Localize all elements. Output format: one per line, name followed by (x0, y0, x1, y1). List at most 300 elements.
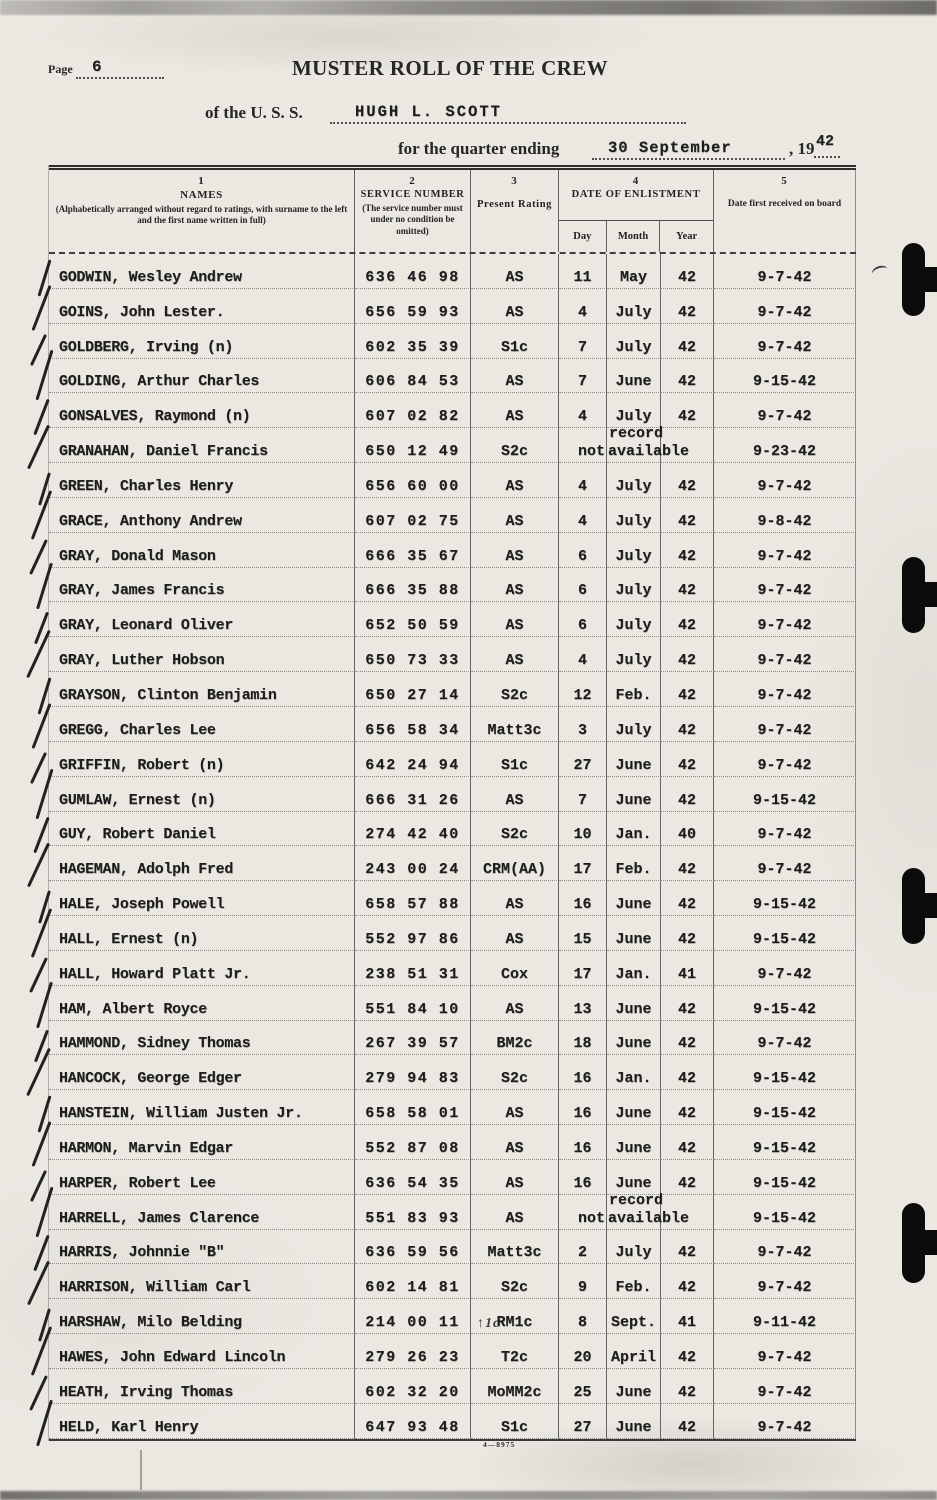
present-rating: AS (505, 1000, 524, 1018)
enlistment-year-cell (661, 1125, 714, 1160)
crew-name: GRIFFIN, Robert (n) (59, 756, 225, 774)
enlistment-month: June (615, 756, 652, 774)
col5-number: 5 (781, 175, 788, 187)
date-received: 9-23-42 (752, 443, 816, 461)
enlistment-day-cell (559, 1125, 607, 1160)
date-received: 9-15-42 (752, 1209, 816, 1227)
enlistment-year-cell (661, 742, 714, 777)
checkmark-slash (27, 425, 50, 470)
enlistment-month: June (615, 1000, 652, 1018)
binder-punch-mark (902, 243, 925, 316)
enlistment-day-cell (559, 428, 607, 463)
enlistment-month-cell (607, 881, 661, 916)
enlistment-day-cell (559, 1334, 607, 1369)
enlistment-day-cell (559, 324, 607, 359)
service-number: 607 02 75 (365, 512, 460, 530)
service-number: 650 12 49 (365, 443, 460, 461)
crew-name: HARRIS, Johnnie "B" (59, 1244, 225, 1262)
present-rating: AS (505, 1174, 524, 1192)
table-header (49, 165, 856, 254)
enlistment-year-cell (661, 1299, 714, 1334)
service-number: 274 42 40 (365, 826, 460, 844)
enlistment-year-cell (661, 1404, 714, 1439)
service-number-cell (355, 1125, 471, 1160)
crew-name-cell (49, 881, 355, 916)
enlistment-month: Jan. (615, 826, 652, 844)
service-number: 636 59 56 (365, 1244, 460, 1262)
enlistment-month-cell (607, 425, 690, 463)
date-received-cell (714, 463, 856, 498)
binder-punch-mark (902, 557, 925, 633)
enlistment-month-cell (607, 812, 661, 847)
date-received: 9-11-42 (752, 1314, 816, 1332)
crew-name: GRAY, Leonard Oliver (59, 617, 234, 635)
enlistment-year-cell (661, 1160, 714, 1195)
date-received: 9-7-42 (757, 338, 812, 356)
crew-name: GOLDING, Arthur Charles (59, 373, 260, 391)
enlistment-month-cell (607, 1191, 690, 1230)
enlistment-day-cell (559, 881, 607, 916)
enlistment-month-cell (607, 951, 661, 986)
enlistment-year: 42 (677, 1035, 696, 1053)
date-received-cell (714, 812, 856, 847)
enlistment-month-cell (607, 1264, 661, 1299)
rating-cell (471, 254, 559, 289)
present-rating: Matt3c (487, 721, 542, 739)
present-rating: BM2c (496, 1035, 533, 1053)
enlistment-day: not (577, 443, 605, 461)
date-received-cell (714, 881, 856, 916)
enlistment-day: 25 (573, 1383, 592, 1401)
enlistment-year-cell (661, 602, 714, 637)
rating-cell (471, 707, 559, 742)
enlistment-month: June (615, 1418, 652, 1436)
service-number-cell (355, 533, 471, 568)
enlistment-year-cell (661, 812, 714, 847)
date-received: 9-7-42 (757, 1418, 812, 1436)
enlistment-day-cell (559, 1195, 607, 1230)
enlistment-year-cell (661, 951, 714, 986)
enlistment-month-cell (607, 707, 661, 742)
crew-name-cell (49, 1021, 355, 1056)
enlistment-month: Jan. (615, 1070, 652, 1088)
crew-name-cell (49, 742, 355, 777)
crew-name: HARRELL, James Clarence (59, 1209, 260, 1227)
service-number-cell (355, 1334, 471, 1369)
rating-cell (471, 1404, 559, 1439)
date-received: 9-7-42 (757, 1244, 812, 1262)
page-label: Page (48, 62, 73, 76)
service-number-cell (355, 951, 471, 986)
present-rating: RM1c (496, 1314, 533, 1332)
rating-cell (471, 846, 559, 881)
date-received: 9-7-42 (757, 965, 812, 983)
crew-name-cell (49, 637, 355, 672)
service-number: 636 46 98 (365, 268, 460, 286)
scan-artifact-bottom-band (0, 1491, 937, 1500)
crew-name-cell (49, 1125, 355, 1160)
enlistment-day-cell (559, 602, 607, 637)
date-received: 9-7-42 (757, 268, 812, 286)
enlistment-day: 27 (573, 1418, 592, 1436)
crew-name-cell (49, 1090, 355, 1125)
date-received-cell (714, 1125, 856, 1160)
service-number-cell (355, 1090, 471, 1125)
crew-name: HEATH, Irving Thomas (59, 1383, 234, 1401)
date-received: 9-7-42 (757, 686, 812, 704)
year-printed-label: , 19 (789, 139, 815, 158)
col1-number: 1 (198, 175, 205, 187)
crew-name-cell (49, 359, 355, 394)
enlistment-year-cell (661, 498, 714, 533)
enlistment-day: 6 (577, 582, 587, 600)
enlistment-year: 42 (677, 1244, 696, 1262)
enlistment-day-cell (559, 1230, 607, 1265)
present-rating: AS (505, 268, 524, 286)
muster-table (48, 165, 856, 1441)
service-number: 666 35 88 (365, 582, 460, 600)
crew-name-cell (49, 1230, 355, 1265)
date-received-cell (714, 359, 856, 394)
enlistment-day: 16 (573, 1139, 592, 1157)
present-rating: S2c (500, 686, 528, 704)
date-received-cell (714, 324, 856, 359)
rating-cell (471, 602, 559, 637)
enlistment-month-cell (607, 1125, 661, 1160)
crew-name-cell (49, 568, 355, 603)
enlistment-year-cell (661, 881, 714, 916)
enlistment-month: June (615, 1383, 652, 1401)
date-received: 9-7-42 (757, 721, 812, 739)
page-number: 6 (92, 58, 102, 76)
service-number: 602 32 20 (365, 1383, 460, 1401)
date-received: 9-15-42 (752, 791, 816, 809)
crew-name: GOINS, John Lester. (59, 303, 225, 321)
date-received-cell (714, 637, 856, 672)
enlistment-day: 16 (573, 896, 592, 914)
rating-cell (471, 1055, 559, 1090)
crew-name-cell (49, 1334, 355, 1369)
enlistment-year: 42 (677, 861, 696, 879)
enlistment-day-cell (559, 637, 607, 672)
crew-name-cell (49, 986, 355, 1021)
col-header-received (714, 170, 856, 252)
date-received: 9-7-42 (757, 303, 812, 321)
date-received-cell (714, 951, 856, 986)
enlistment-day: 13 (573, 1000, 592, 1018)
date-received-cell (714, 1334, 856, 1369)
present-rating: AS (505, 1139, 524, 1157)
date-received: 9-7-42 (757, 547, 812, 565)
service-number-cell (355, 1369, 471, 1404)
service-number: 650 27 14 (365, 686, 460, 704)
crew-name-cell (49, 1055, 355, 1090)
enlistment-day: 18 (573, 1035, 592, 1053)
date-received-cell (714, 1055, 856, 1090)
checkmark-slash (30, 1170, 47, 1202)
checkmark-slash (36, 1399, 53, 1446)
present-rating: Matt3c (487, 1244, 542, 1262)
date-received: 9-7-42 (757, 1383, 812, 1401)
enlistment-month: July (615, 721, 652, 739)
enlistment-month: July (615, 303, 652, 321)
enlistment-day: 12 (573, 686, 592, 704)
date-received: 9-7-42 (757, 1349, 812, 1366)
date-received-cell (714, 1404, 856, 1439)
enlistment-year-cell (661, 986, 714, 1021)
rating-cell (471, 881, 559, 916)
service-number-cell (355, 463, 471, 498)
enlistment-year-cell (661, 1021, 714, 1056)
enlistment-day: 8 (577, 1314, 587, 1332)
rating-cell (471, 568, 559, 603)
present-rating: AS (505, 1209, 524, 1227)
date-received: 9-7-42 (757, 826, 812, 844)
present-rating: Cox (500, 965, 528, 983)
enlistment-year-cell (661, 672, 714, 707)
ship-name: HUGH L. SCOTT (355, 103, 502, 121)
date-received: 9-15-42 (752, 1000, 816, 1018)
enlistment-month-cell (607, 1369, 661, 1404)
enlistment-day-cell (559, 672, 607, 707)
enlistment-year: 42 (677, 756, 696, 774)
crew-name-cell (49, 1369, 355, 1404)
date-received-cell (714, 672, 856, 707)
enlistment-year-cell (661, 533, 714, 568)
enlistment-day: 27 (573, 756, 592, 774)
enlistment-day-cell (559, 1090, 607, 1125)
service-number-cell (355, 1055, 471, 1090)
enlistment-year-cell (661, 916, 714, 951)
enlistment-year-cell (661, 393, 714, 428)
enlistment-day: 10 (573, 826, 592, 844)
date-received: 9-7-42 (757, 1279, 812, 1297)
date-received-cell (714, 1090, 856, 1125)
enlistment-month-cell (607, 324, 661, 359)
date-received-cell (714, 742, 856, 777)
service-number: 656 59 93 (365, 303, 460, 321)
crew-name: GONSALVES, Raymond (n) (59, 408, 251, 426)
form-number: 4—8975 (483, 1440, 516, 1449)
present-rating: AS (505, 791, 524, 809)
enlistment-year-cell (661, 846, 714, 881)
enlistment-day: 7 (577, 373, 587, 391)
col1-subtitle: (Alphabetically arranged without regard to ratings, with surname to the left and the first name written in full) (55, 204, 348, 226)
date-received: 9-7-42 (757, 861, 812, 879)
enlistment-month-cell (607, 359, 661, 394)
service-number: 658 57 88 (365, 896, 460, 914)
enlistment-year-cell (661, 463, 714, 498)
rating-cell (471, 742, 559, 777)
service-number-cell (355, 916, 471, 951)
date-received-cell (714, 846, 856, 881)
col3-title: Present Rating (477, 199, 552, 210)
enlistment-year: 42 (677, 303, 696, 321)
crew-name-cell (49, 777, 355, 812)
enlistment-day: 20 (573, 1349, 592, 1366)
enlistment-year: 42 (677, 1105, 696, 1123)
enlistment-year: 42 (677, 547, 696, 565)
enlistment-month: July (615, 617, 652, 635)
enlistment-year-cell (661, 1230, 714, 1265)
date-received-cell (714, 1264, 856, 1299)
service-number: 602 14 81 (365, 1279, 460, 1297)
service-number-cell (355, 393, 471, 428)
date-received: 9-7-42 (757, 1035, 812, 1053)
service-number-cell (355, 707, 471, 742)
rating-cell (471, 393, 559, 428)
enlistment-day: 4 (577, 408, 587, 426)
service-number-cell (355, 1299, 471, 1334)
enlistment-day-cell (559, 359, 607, 394)
enlistment-year: 42 (677, 1000, 696, 1018)
subcol-day: Day (559, 221, 607, 252)
present-rating: AS (505, 1105, 524, 1123)
rating-cell (471, 951, 559, 986)
crew-name: GRANAHAN, Daniel Francis (59, 443, 268, 461)
rating-cell (471, 1125, 559, 1160)
enlistment-month-cell (607, 1160, 661, 1195)
service-number-cell (355, 1160, 471, 1195)
enlistment-day: 16 (573, 1105, 592, 1123)
present-rating: AS (505, 512, 524, 530)
enlistment-day-cell (559, 1404, 607, 1439)
crew-name-cell (49, 289, 355, 324)
enlistment-year-cell (661, 568, 714, 603)
service-number: 552 97 86 (365, 930, 460, 948)
present-rating: AS (505, 896, 524, 914)
quarter-date-line (592, 158, 785, 160)
crew-name: HARRISON, William Carl (59, 1279, 251, 1297)
crew-name: HAGEMAN, Adolph Fred (59, 861, 234, 879)
service-number-cell (355, 881, 471, 916)
col5-title: Date first received on board (727, 199, 842, 209)
crew-name-cell (49, 1195, 355, 1230)
enlistment-day-cell (559, 1021, 607, 1056)
enlistment-day: 6 (577, 617, 587, 635)
present-rating: AS (505, 930, 524, 948)
enlistment-day: 4 (577, 512, 587, 530)
date-received: 9-7-42 (757, 756, 812, 774)
rating-cell (471, 324, 559, 359)
rating-cell (471, 812, 559, 847)
crew-name: GRAYSON, Clinton Benjamin (59, 686, 277, 704)
date-received-cell (714, 602, 856, 637)
enlistment-day-cell (559, 533, 607, 568)
enlistment-month: June (615, 1139, 652, 1157)
date-received: 9-15-42 (752, 930, 816, 948)
enlistment-day: 17 (573, 965, 592, 983)
service-number: 238 51 31 (365, 965, 460, 983)
service-number-cell (355, 986, 471, 1021)
enlistment-month-cell (607, 1055, 661, 1090)
subcol-year: Year (676, 231, 698, 242)
enlistment-day: 2 (577, 1244, 587, 1262)
col2-subtitle: (The service number must under no condition be omitted) (362, 203, 463, 236)
rating-cell (471, 463, 559, 498)
binder-punch-mark (902, 1203, 925, 1283)
service-number: 650 73 33 (365, 652, 460, 670)
enlistment-year: 41 (677, 965, 696, 983)
enlistment-year: 42 (677, 896, 696, 914)
crew-name: HELD, Karl Henry (59, 1418, 199, 1436)
service-number-cell (355, 498, 471, 533)
enlistment-month-cell (607, 1230, 661, 1265)
enlistment-day: 15 (573, 930, 592, 948)
enlistment-day-cell (559, 986, 607, 1021)
service-number: 636 54 35 (365, 1174, 460, 1192)
service-number: 279 94 83 (365, 1070, 460, 1088)
crew-name: HALL, Howard Platt Jr. (59, 965, 251, 983)
present-rating: S1c (500, 338, 528, 356)
service-number-cell (355, 602, 471, 637)
crew-name: HALE, Joseph Powell (59, 896, 225, 914)
enlistment-month-cell (607, 568, 661, 603)
service-number-cell (355, 359, 471, 394)
date-received: 9-7-42 (757, 408, 812, 426)
crew-name: GRAY, Luther Hobson (59, 652, 225, 670)
crew-name: GOLDBERG, Irving (n) (59, 338, 234, 356)
date-received-cell (714, 254, 856, 289)
enlistment-month-cell (607, 742, 661, 777)
present-rating: AS (505, 373, 524, 391)
checkmark-slash (27, 843, 50, 888)
enlistment-day-cell (559, 463, 607, 498)
rating-cell (471, 986, 559, 1021)
enlistment-year: 40 (677, 826, 696, 844)
date-received: 9-15-42 (752, 1105, 816, 1123)
date-received: 9-7-42 (757, 617, 812, 635)
date-received-cell (714, 986, 856, 1021)
col2-title: SERVICE NUMBER (360, 189, 465, 200)
rating-cell (471, 637, 559, 672)
service-number: 656 58 34 (365, 721, 460, 739)
enlistment-month: Feb. (615, 861, 652, 879)
enlistment-year: 42 (677, 1070, 696, 1088)
enlistment-day-cell (559, 1264, 607, 1299)
crew-name: GODWIN, Wesley Andrew (59, 268, 242, 286)
date-received-cell (714, 393, 856, 428)
checkmark-slash (29, 957, 48, 993)
date-received-cell (714, 498, 856, 533)
quarter-date: 30 September (608, 139, 732, 157)
crew-name-cell (49, 498, 355, 533)
rating-cell (471, 1369, 559, 1404)
enlistment-year: 42 (677, 1349, 696, 1366)
rating-cell (471, 359, 559, 394)
crew-name-cell (49, 533, 355, 568)
service-number-cell (355, 568, 471, 603)
enlistment-month: July (615, 477, 652, 495)
document-title: MUSTER ROLL OF THE CREW (291, 56, 609, 80)
crew-name: HANCOCK, George Edger (59, 1070, 242, 1088)
rating-cell (471, 1264, 559, 1299)
enlistment-year: 42 (677, 617, 696, 635)
enlistment-month-cell (607, 1404, 661, 1439)
enlistment-year: 42 (677, 930, 696, 948)
date-received-cell (714, 707, 856, 742)
date-received-cell (714, 1195, 856, 1230)
ship-prefix-label: of the U. S. S. (205, 103, 303, 122)
col-header-names (49, 170, 355, 252)
col1-title: NAMES (180, 189, 223, 201)
enlistment-day: 11 (573, 268, 592, 286)
service-number-cell (355, 254, 471, 289)
service-number: 602 35 39 (365, 338, 460, 356)
col-header-service-number (355, 170, 471, 252)
crew-name: GRAY, Donald Mason (59, 547, 216, 565)
enlistment-day-cell (559, 254, 607, 289)
